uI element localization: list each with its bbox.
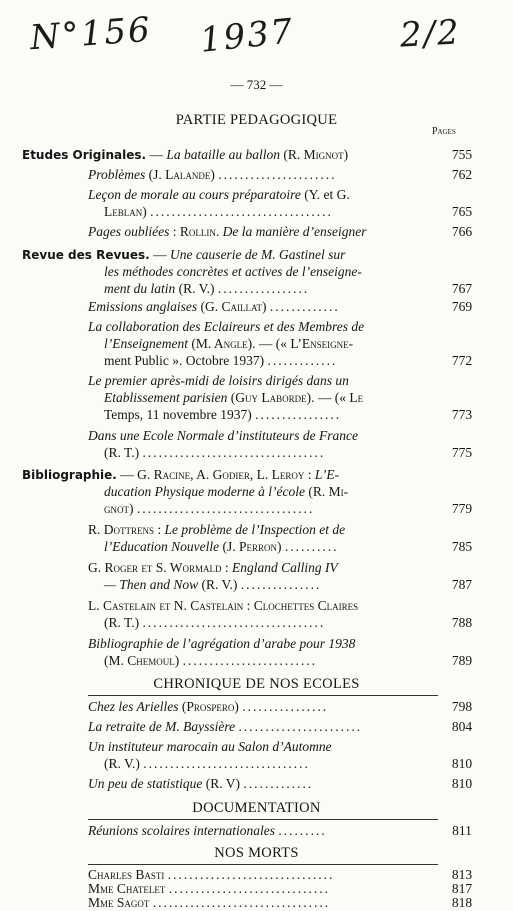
section-title-morts: NOS MORTS [214, 845, 299, 861]
page-ref: 810 [451, 756, 473, 771]
toc-entry-morts-2: Mme Chatelet .............................. [88, 881, 330, 896]
toc-entry-biblio-5: Bibliographie de l’agrégation d’arabe pour 1938 [88, 636, 356, 651]
page-ref: 773 [451, 407, 473, 422]
toc-entry-revue-2: Emissions anglaises (G. Caillat) ............. [88, 299, 340, 314]
page-ref: 810 [451, 776, 473, 791]
toc-entry-revue-4: Le premier après-midi de loisirs dirigés dans un [88, 373, 349, 388]
divider [88, 695, 438, 696]
page-ref: 769 [451, 299, 473, 314]
toc-entry-chronique-1: Chez les Arielles (Prospero) ................ [88, 699, 329, 714]
toc-entry-revue-3: La collaboration des Eclaireurs et des Membres de [88, 319, 365, 334]
handwritten-part: 2/2 [398, 12, 462, 56]
toc-entry-etudes-3: Leçon de morale au cours préparatoire (Y. et G. [88, 187, 350, 202]
toc-entry-revue-4-line3: Temps, 11 novembre 1937) ................ [104, 407, 342, 422]
toc-entry-revue-5: Dans une Ecole Normale d’instituteurs de France [88, 428, 358, 443]
page-ref: 779 [451, 501, 473, 516]
partie-title: PARTIE PEDAGOGIQUE [175, 112, 338, 128]
page-ref: 804 [451, 719, 473, 734]
toc-entry-chronique-3: Un instituteur marocain au Salon d’Automne [88, 739, 332, 754]
page-ref: 787 [451, 577, 473, 592]
toc-entry-biblio-1-line2: ducation Physique moderne à l’école (R. Mi- [104, 484, 349, 499]
toc-entry-revue-3-line3: ment Public ». Octobre 1937) ............. [104, 353, 338, 368]
toc-entry-revue-4-line2: Etablissement parisien (Guy Laborde). — (« Le [104, 390, 364, 405]
divider [88, 819, 438, 820]
toc-entry-morts-1: Charles Basti ............................... [88, 867, 335, 882]
toc-entry-etudes-4: Pages oubliées : Rollin. De la manière d’enseigner [88, 224, 367, 239]
pages-column-label: Pages [432, 126, 456, 137]
toc-entry-biblio-1: Bibliographie. — G. Racine, A. Godier, L. Leroy : L’E- [22, 467, 340, 482]
toc-entry-morts-3: Mme Sagot ................................. [88, 895, 331, 910]
page-number: — 732 — [230, 77, 283, 92]
page-ref: 789 [451, 653, 473, 668]
page-ref: 788 [451, 615, 473, 630]
page-ref: 818 [451, 895, 473, 910]
toc-entry-etudes-3-cont: Leblan) .................................. [104, 204, 333, 219]
handwritten-issue-number: N°156 [28, 9, 153, 59]
section-title-chronique: CHRONIQUE DE NOS ECOLES [153, 676, 360, 692]
page-ref: 813 [451, 867, 473, 882]
toc-entry-revue-3-line2: l’Enseignement (M. Angle). — (« L’Enseigne- [104, 336, 354, 351]
toc-entry-chronique-3-line2: (R. V.) ............................... [104, 756, 310, 771]
handwritten-year: 1937 [198, 11, 297, 61]
page-ref: 811 [452, 823, 472, 838]
toc-entry-revue-1-line3: ment du latin (R. V.) ................. [104, 281, 310, 296]
toc-entry-biblio-3: G. Roger et S. Wormald : England Calling IV [88, 560, 338, 575]
toc-entry-documentation-1: Réunions scolaires internationales ......... [88, 823, 327, 838]
toc-entry-biblio-4-line2: (R. T.) .................................. [104, 615, 326, 630]
divider [88, 864, 438, 865]
toc-entry-biblio-2-line2: l’Education Nouvelle (J. Perron) .......... [104, 539, 339, 554]
page-ref: 785 [451, 539, 473, 554]
toc-entry-biblio-5-line2: (M. Chemoul) ......................... [104, 653, 317, 668]
handwritten-annotation [28, 9, 510, 72]
section-heading-revue: Revue des Revues. [22, 248, 150, 262]
page-ref: 817 [451, 881, 473, 896]
toc-entry-biblio-3-line2: — Then and Now (R. V.) ............... [104, 577, 322, 592]
toc-entry-revue-1: Revue des Revues. — Une causerie de M. Gastinel sur [22, 247, 346, 262]
toc-entry-etudes-1: Etudes Originales. — La bataille au ballon (R. Mignot) [22, 147, 349, 162]
toc-entry-biblio-1-line3: gnot) ................................. [104, 501, 315, 516]
page-ref: 772 [451, 353, 473, 368]
section-heading-etudes: Etudes Originales. [22, 148, 147, 162]
page-ref: 755 [451, 147, 473, 162]
toc-entry-biblio-4: L. Castelain et N. Castelain : Clochettes Claires [88, 598, 359, 613]
page-ref: 766 [451, 224, 473, 239]
toc-entry-revue-1-line2: les méthodes concrètes et actives de l’enseigne- [104, 264, 362, 279]
page-ref: 767 [451, 281, 473, 296]
page-ref: 798 [451, 699, 473, 714]
page-ref: 762 [451, 167, 473, 182]
toc-entry-chronique-4: Un peu de statistique (R. V) ............. [88, 776, 314, 791]
page-ref: 765 [451, 204, 473, 219]
toc-entry-etudes-2: Problèmes (J. Lalande) ...................... [88, 167, 337, 182]
section-title-documentation: DOCUMENTATION [192, 800, 321, 816]
toc-entry-chronique-2: La retraite de M. Bayssière ....................... [88, 719, 363, 734]
toc-entry-biblio-2: R. Dottrens : Le problème de l’Inspection et de [88, 522, 346, 537]
toc-entry-revue-5-line2: (R. T.) .................................. [104, 445, 326, 460]
page-ref: 775 [451, 445, 473, 460]
section-heading-biblio: Bibliographie. [22, 468, 117, 482]
